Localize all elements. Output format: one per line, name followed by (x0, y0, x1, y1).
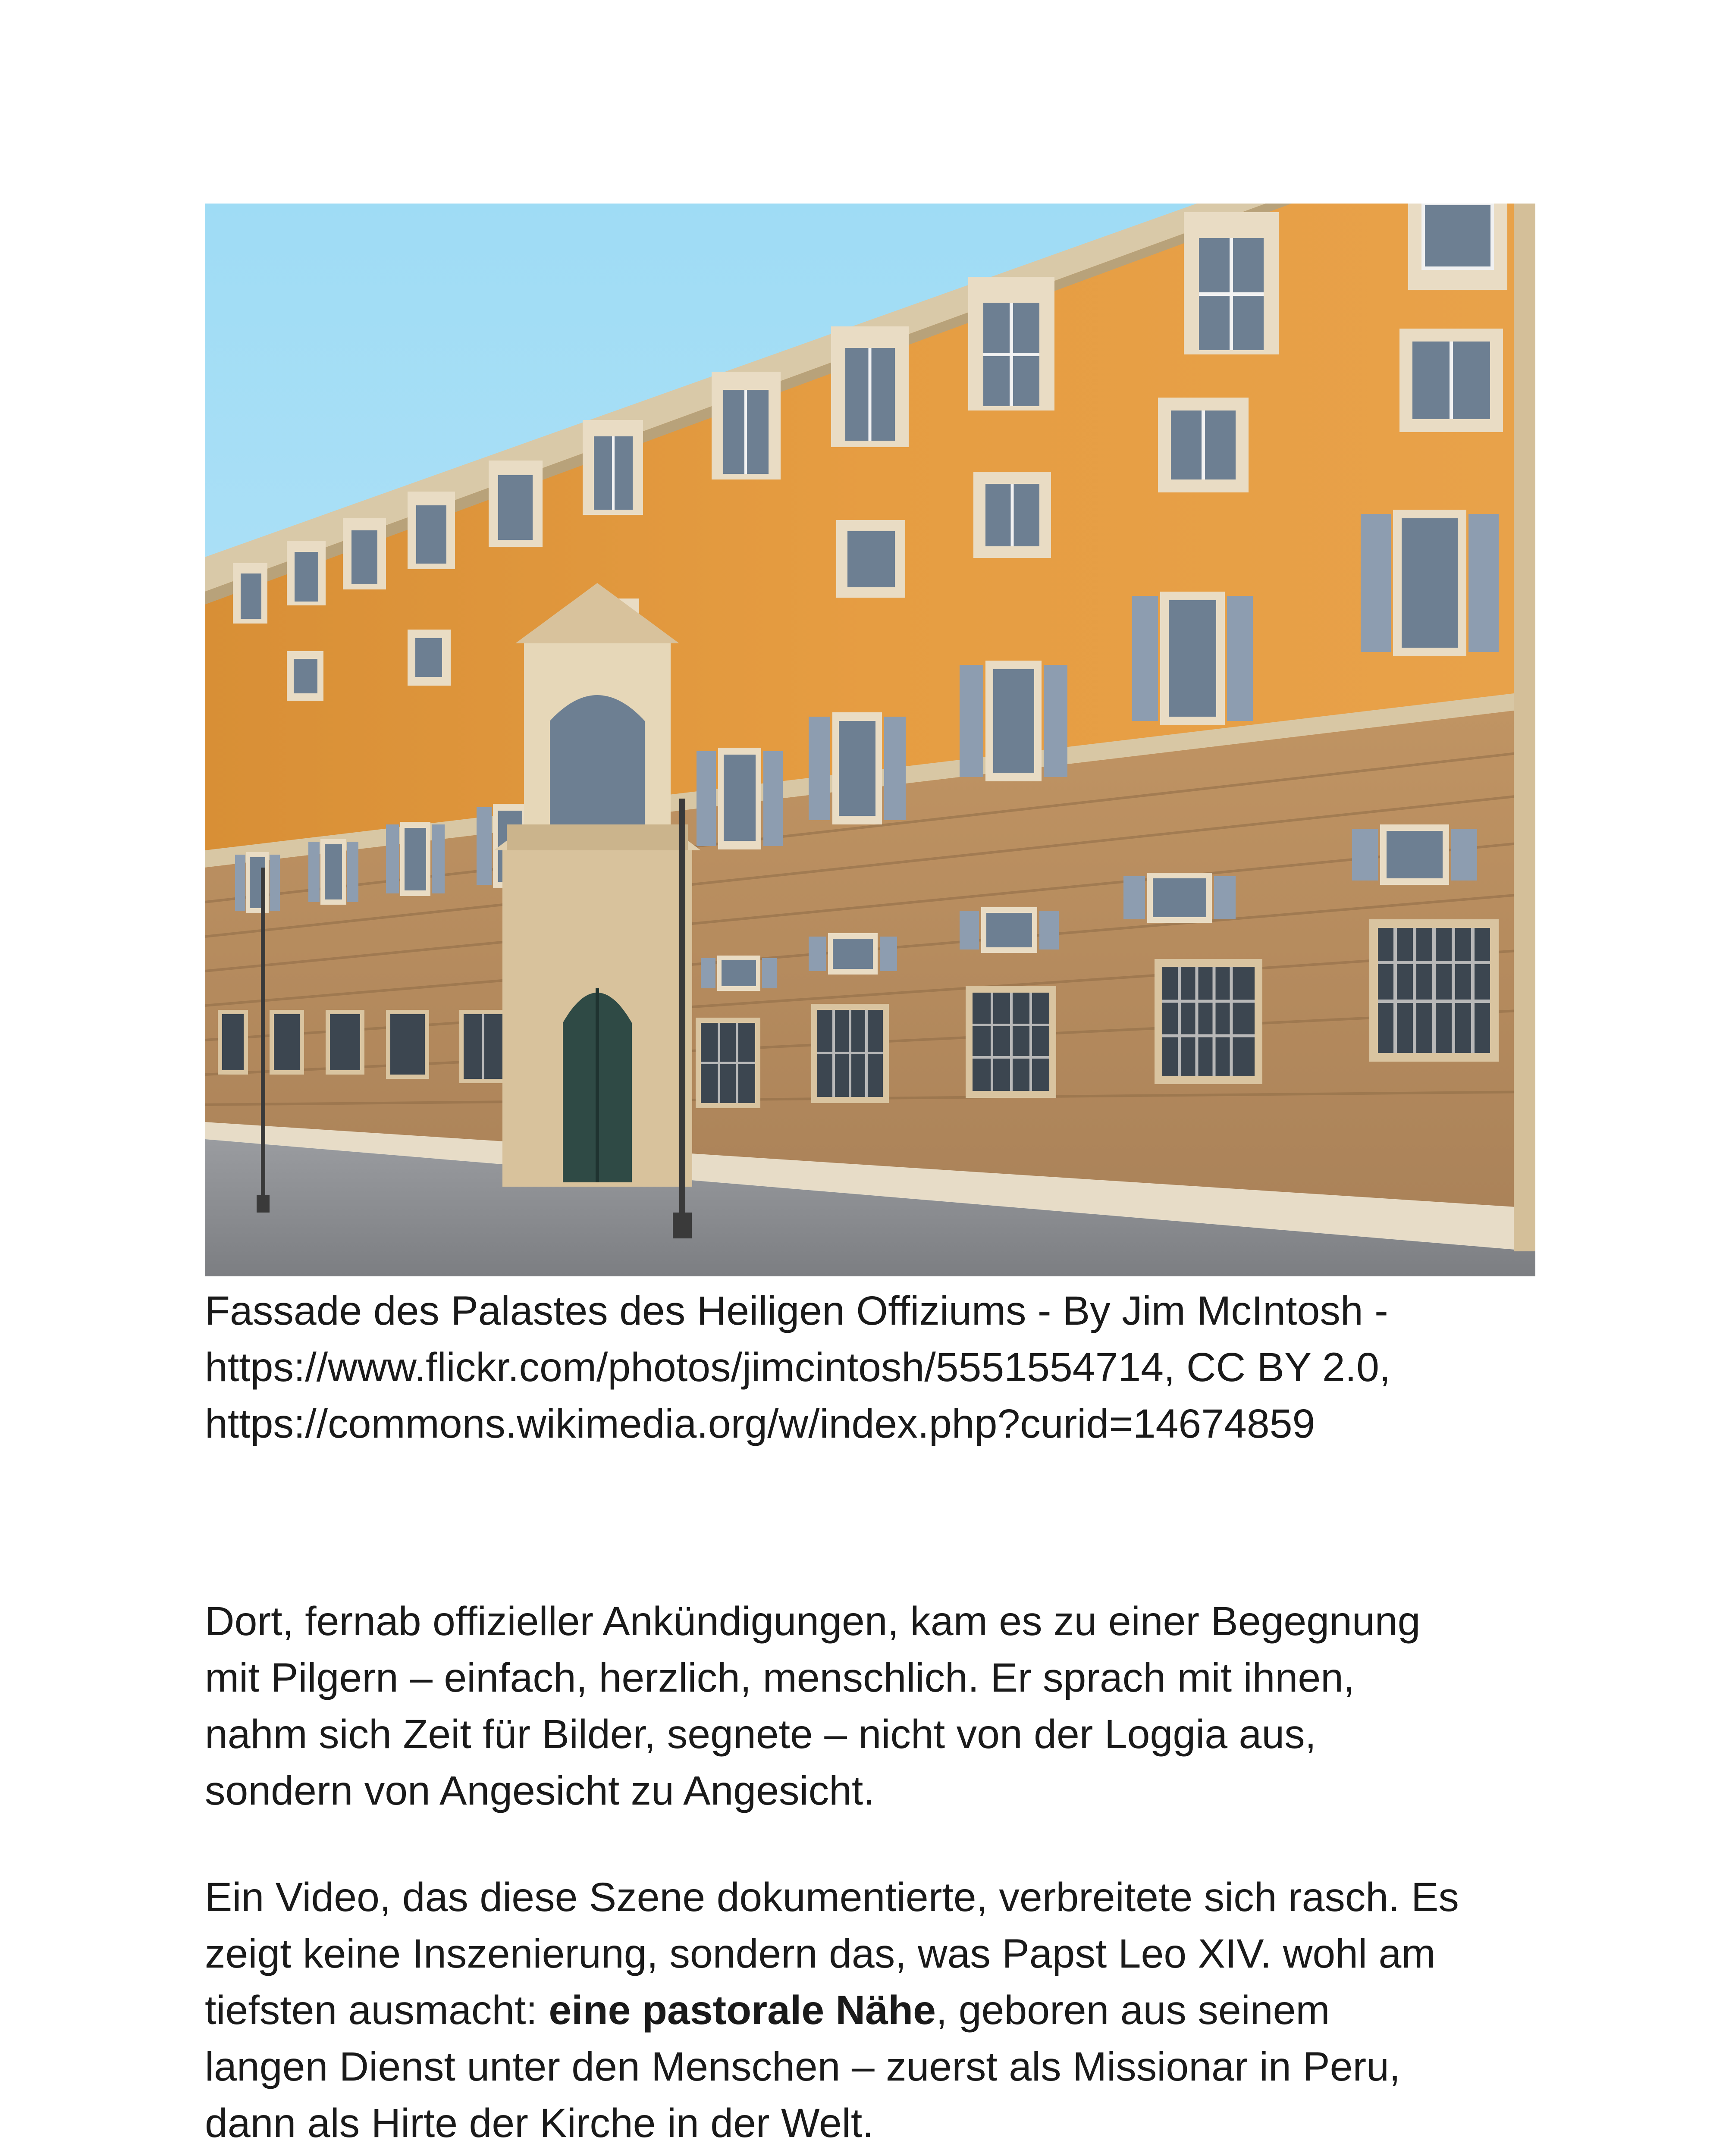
palace-facade-illustration (205, 204, 1535, 1276)
paragraph-line: zeigt keine Inszenierung, sondern das, was Papst Leo XIV. wohl am (205, 1931, 1436, 1977)
body-paragraph-1 (205, 1593, 1550, 1819)
corner-quoins (1514, 204, 1535, 1251)
central-portal (494, 583, 701, 1187)
paragraph-line (205, 1982, 1550, 2039)
paragraph-line: nahm sich Zeit für Bilder, segnete – nicht von der Loggia aus, (205, 1711, 1317, 1757)
caption-line: Fassade des Palastes des Heiligen Offiziums - By Jim McIntosh - (205, 1288, 1388, 1334)
palace-facade-photo (205, 204, 1535, 1276)
paragraph-line: Dort, fernab offizieller Ankündigungen, kam es zu einer Begegnung (205, 1598, 1421, 1644)
paragraph-line: sondern von Angesicht zu Angesicht. (205, 1768, 875, 1814)
paragraph-line: dann als Hirte der Kirche in der Welt. (205, 2100, 874, 2146)
paragraph-text: tiefsten ausmacht: (205, 1987, 549, 2033)
body-paragraph-2 (205, 1869, 1550, 2152)
paragraph-line: mit Pilgern – einfach, herzlich, menschlich. Er sprach mit ihnen, (205, 1655, 1355, 1701)
caption-line: https://www.flickr.com/photos/jimcintosh/5551554714, CC BY 2.0, (205, 1344, 1391, 1390)
paragraph-line: Ein Video, das diese Szene dokumentierte, verbreitete sich rasch. Es (205, 1874, 1459, 1920)
caption-line: https://commons.wikimedia.org/w/index.php?curid=14674859 (205, 1401, 1315, 1447)
paragraph-line: langen Dienst unter den Menschen – zuerst als Missionar in Peru, (205, 2044, 1401, 2090)
paragraph-text: , geboren aus seinem (935, 1987, 1330, 2033)
bold-emphasis: eine pastorale Nähe (549, 1987, 936, 2033)
photo-caption (205, 1283, 1550, 1452)
